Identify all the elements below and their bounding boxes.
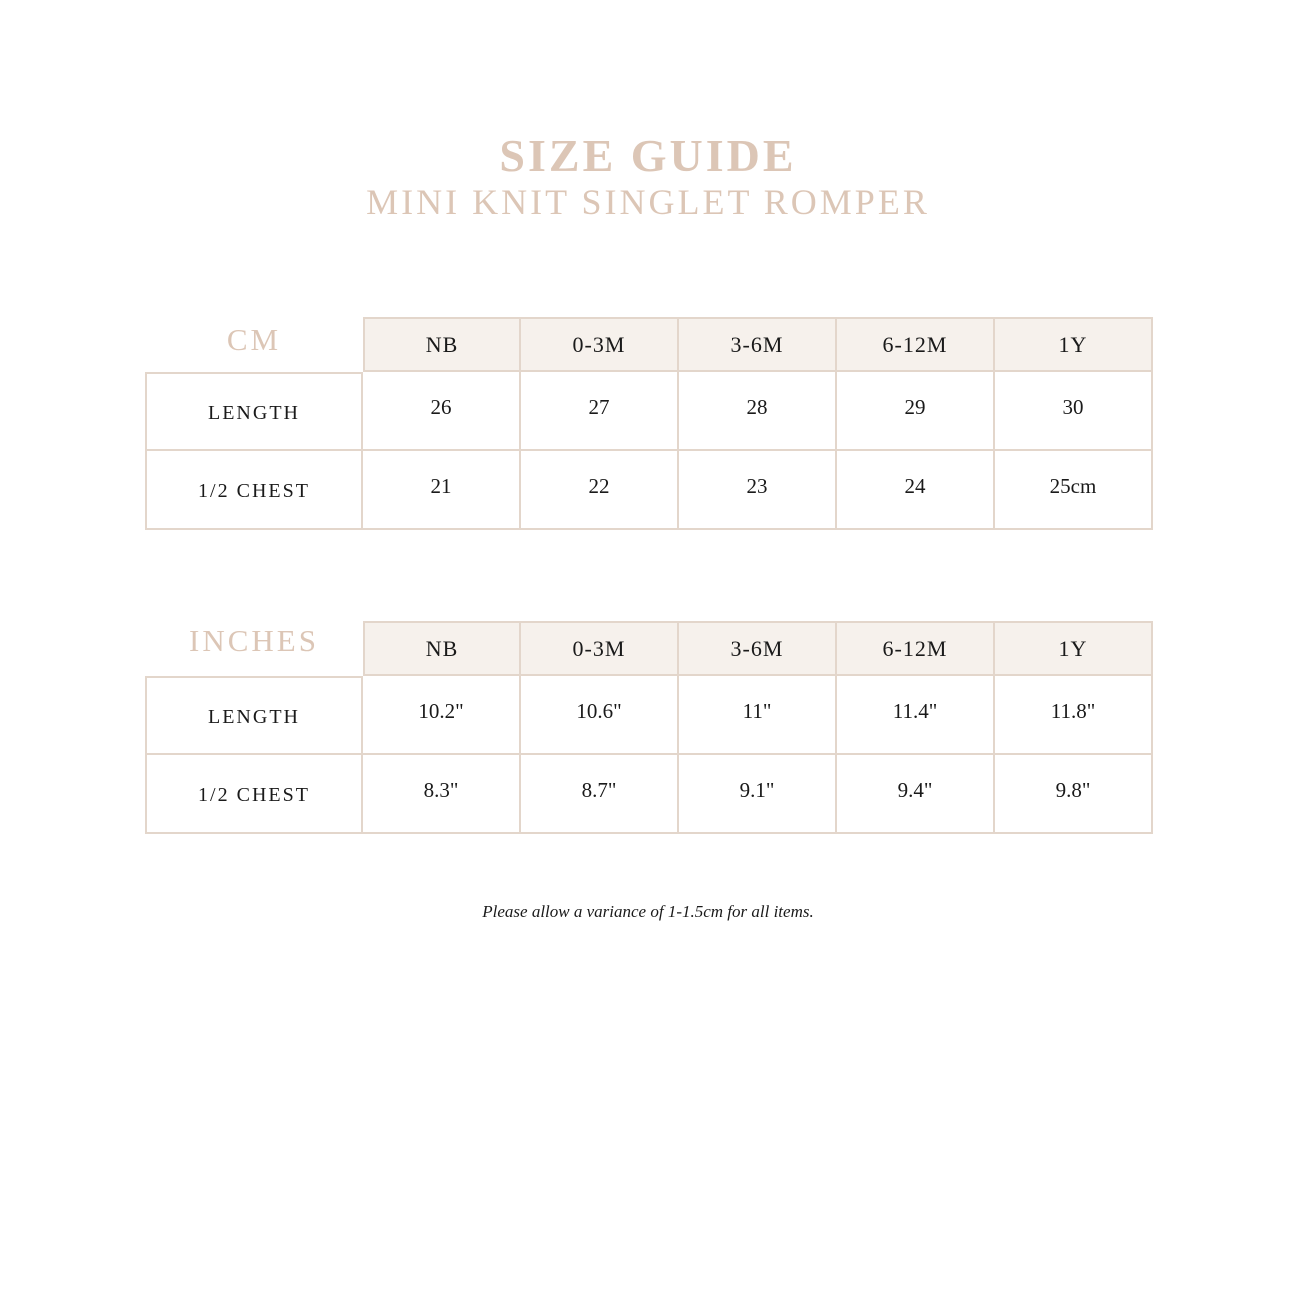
table-cell: 29 xyxy=(837,372,995,451)
table-cell: 11" xyxy=(679,676,837,755)
column-header: 1Y xyxy=(995,317,1153,372)
table-cell: 27 xyxy=(521,372,679,451)
column-header: 6-12M xyxy=(837,621,995,676)
row-label-chest: 1/2 CHEST xyxy=(145,451,363,530)
column-header: 3-6M xyxy=(679,621,837,676)
table-cell: 23 xyxy=(679,451,837,530)
table-cell: 9.4" xyxy=(837,755,995,834)
inches-size-table xyxy=(145,621,1153,834)
inches-unit-label: INCHES xyxy=(189,623,319,658)
column-header: NB xyxy=(363,621,521,676)
table-cell: 8.3" xyxy=(363,755,521,834)
column-header: 0-3M xyxy=(521,317,679,372)
column-header: 0-3M xyxy=(521,621,679,676)
column-header: 6-12M xyxy=(837,317,995,372)
table-cell: 10.2" xyxy=(363,676,521,755)
cm-size-table xyxy=(145,317,1153,530)
row-label-length: LENGTH xyxy=(145,372,363,451)
table-cell: 25cm xyxy=(995,451,1153,530)
column-header: 3-6M xyxy=(679,317,837,372)
row-label-length: LENGTH xyxy=(145,676,363,755)
table-cell: 10.6" xyxy=(521,676,679,755)
table-cell: 8.7" xyxy=(521,755,679,834)
table-cell: 28 xyxy=(679,372,837,451)
variance-note: Please allow a variance of 1-1.5cm for all items. xyxy=(482,902,814,921)
product-subtitle: MINI KNIT SINGLET ROMPER xyxy=(366,182,930,222)
table-cell: 11.4" xyxy=(837,676,995,755)
cm-unit-label: CM xyxy=(226,322,282,357)
table-cell: 9.1" xyxy=(679,755,837,834)
table-cell: 30 xyxy=(995,372,1153,451)
column-header: 1Y xyxy=(995,621,1153,676)
column-header: NB xyxy=(363,317,521,372)
table-cell: 9.8" xyxy=(995,755,1153,834)
table-cell: 24 xyxy=(837,451,995,530)
row-label-chest: 1/2 CHEST xyxy=(145,755,363,834)
table-cell: 26 xyxy=(363,372,521,451)
page-title: SIZE GUIDE xyxy=(499,130,797,181)
table-cell: 21 xyxy=(363,451,521,530)
table-cell: 11.8" xyxy=(995,676,1153,755)
table-corner xyxy=(145,317,363,372)
table-corner xyxy=(145,621,363,676)
table-cell: 22 xyxy=(521,451,679,530)
